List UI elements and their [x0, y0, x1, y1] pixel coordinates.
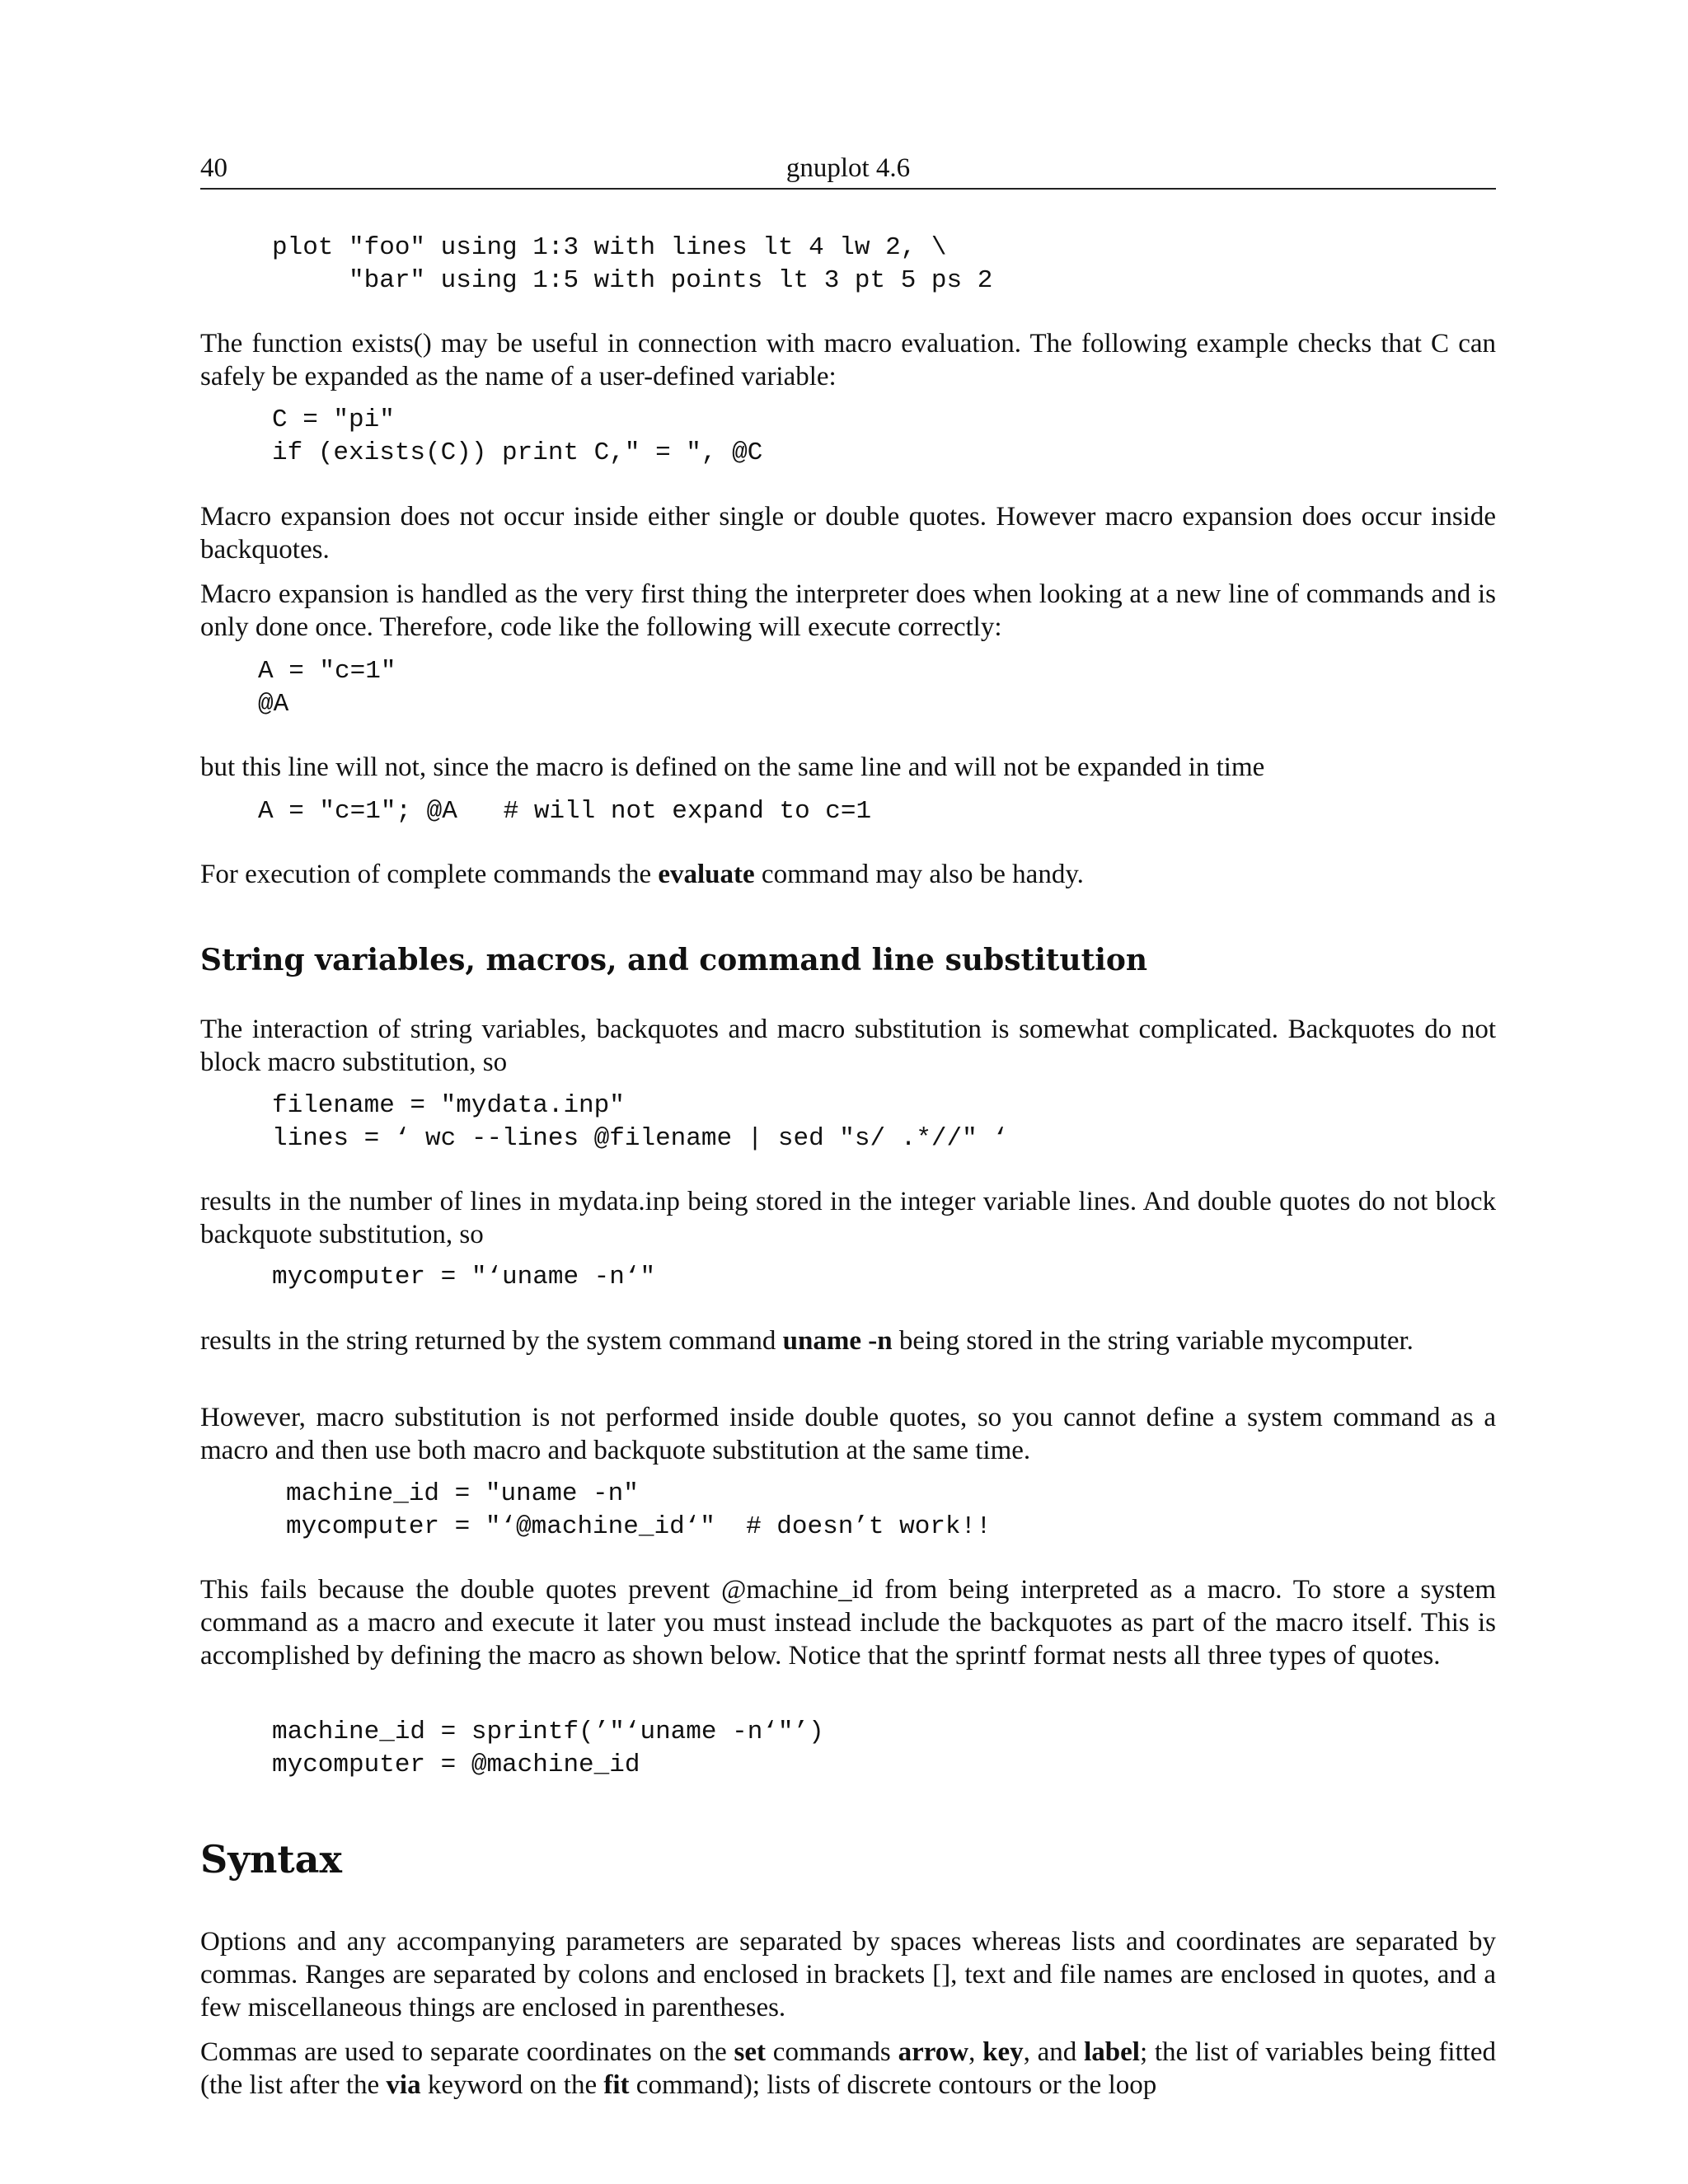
code-block-machine-id: machine_id = "uname -n" mycomputer = "‘@machine_id‘" # doesn’t work!!	[286, 1479, 992, 1541]
command-fit: fit	[603, 2070, 630, 2100]
paragraph-lines	[200, 1185, 1496, 1251]
paragraph-however	[200, 1401, 1496, 1467]
running-title: gnuplot 4.6	[785, 153, 911, 183]
section-heading: String variables, macros, and command line substitution	[200, 943, 1148, 977]
paragraph-text: but this line will not, since the macro is defined on the same line and will not be expanded in time	[200, 752, 1265, 782]
paragraph-text: This fails because the double quotes prevent @machine_id from being interpreted as a macro. To store a system command as a macro and execute it later you must instead include the backquotes as part of the macro itself. This is accomplished by defining the macro as shown below. Notice that the sprintf format nests all three types of quotes.	[200, 1575, 1496, 1671]
page-number: 40	[200, 153, 227, 183]
code-block-exists: C = "pi" if (exists(C)) print C," = ", @C	[272, 405, 763, 467]
paragraph-text: The interaction of string variables, backquotes and macro substitution is somewhat complicated. Backquotes do not block macro substitution, so	[200, 1015, 1496, 1077]
paragraph-text: However, macro substitution is not performed inside double quotes, so you cannot define a system command as a macro and then use both macro and backquote substitution at the same time.	[200, 1403, 1496, 1465]
command-set: set	[734, 2037, 767, 2067]
paragraph-commas: Commas are used to separate coordinates on the set commands arrow, key, and label; the list of variables being fitted (the list after the via keyword on the fit command); lists of discrete contours or the loop	[200, 2037, 1497, 2100]
keyword-via: via	[386, 2070, 421, 2100]
paragraph-text: Macro expansion is handled as the very first thing the interpreter does when looking at a new line of commands and is only done once. Therefore, code like the following will execute correctly:	[200, 579, 1496, 642]
running-header	[200, 152, 1496, 190]
paragraph-quotes	[200, 500, 1496, 566]
code-block-mycomputer: mycomputer = "‘uname -n‘"	[272, 1263, 656, 1291]
paragraph-macro-expansion	[200, 578, 1496, 644]
paragraph-text: results in the number of lines in mydata.inp being stored in the integer variable lines. And double quotes do not block backquote substitution, so	[200, 1187, 1496, 1249]
code-block-filename: filename = "mydata.inp" lines = ‘ wc --lines @filename | sed "s/ .*//" ‘	[272, 1091, 1008, 1153]
paragraph-exists	[200, 327, 1496, 393]
code-block-macro-fail: A = "c=1"; @A # will not expand to c=1	[258, 797, 872, 826]
section-heading-block	[200, 942, 1496, 978]
paragraph-text: Macro expansion does not occur inside either single or double quotes. However macro expansion does occur inside backquotes.	[200, 502, 1496, 565]
paragraph-will-not	[200, 751, 1496, 784]
paragraph-text: Options and any accompanying parameters are separated by spaces whereas lists and coordinates are separated by commas. Ranges are separated by colons and enclosed in brackets [], text and file names are enclosed in quotes, and a few miscellaneous things are enclosed in parentheses.	[200, 1927, 1496, 2022]
paragraph-evaluate: For execution of complete commands the evaluate command may also be handy.	[200, 860, 1084, 889]
paragraph-text: The function exists() may be useful in connection with macro evaluation. The following example checks that C can safely be expanded as the name of a user-defined variable:	[200, 329, 1496, 391]
paragraph-options	[200, 1925, 1496, 2024]
paragraph-uname: results in the string returned by the system command uname -n being stored in the string variable mycomputer.	[200, 1326, 1414, 1356]
chapter-heading: Syntax	[200, 1837, 342, 1882]
command-key: key	[982, 2037, 1024, 2067]
paragraph-fails	[200, 1573, 1496, 1672]
code-block-plot: plot "foo" using 1:3 with lines lt 4 lw 2, \ "bar" using 1:5 with points lt 3 pt 5 ps 2	[272, 233, 993, 295]
command-uname: uname -n	[782, 1326, 893, 1356]
command-arrow: arrow	[898, 2037, 969, 2067]
command-evaluate: evaluate	[658, 860, 755, 889]
code-block-sprintf: machine_id = sprintf(’"‘uname -n‘"’) mycomputer = @machine_id	[272, 1718, 824, 1779]
command-label: label	[1084, 2037, 1140, 2067]
paragraph-interaction	[200, 1013, 1496, 1079]
chapter-heading-block	[200, 1837, 1496, 1882]
code-block-macro-ok: A = "c=1" @A	[258, 657, 396, 719]
